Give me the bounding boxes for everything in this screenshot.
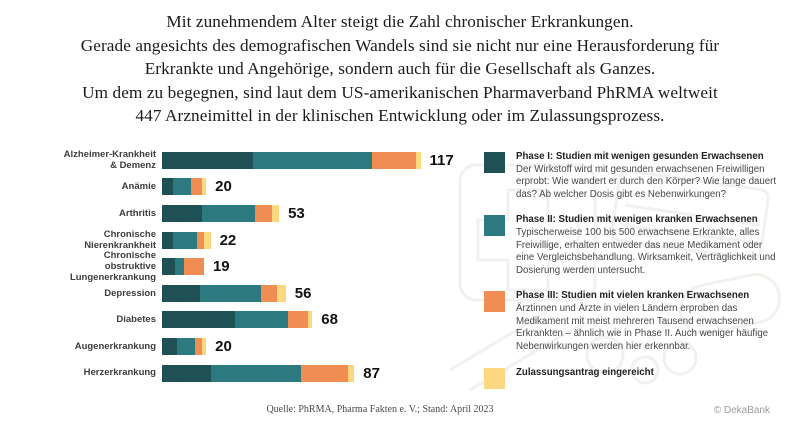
bar-segment-phase-2: [235, 311, 288, 328]
bar-segment-phase-1: [162, 152, 253, 169]
legend-description: Der Wirkstoff wird mit gesunden erwachsenen Freiwilligen erprobt: Wie wandert er durch den Körper? Wie lange dauert das? Ab welcher Dosis gibt es Nebenwirkungen?: [516, 163, 777, 200]
category-label: Arthritis: [119, 207, 156, 219]
stacked-bar: [162, 311, 312, 328]
bar-segment-phase-1: [162, 311, 235, 328]
value-label: 56: [294, 284, 312, 302]
stacked-bar: [162, 365, 354, 382]
bar-segment-phase-1: [162, 258, 175, 275]
category-label: Chronische Nierenkrankheit: [84, 228, 156, 252]
chart-row: [55, 174, 495, 201]
chart-row: [55, 249, 495, 284]
bar-segment-phase-1: [162, 365, 211, 382]
legend-text: [516, 367, 654, 389]
legend-title: Phase III: Studien mit vielen kranken Erwachsenen: [516, 290, 750, 302]
bar-segment-zulassung: [202, 178, 206, 195]
stacked-bar: [162, 338, 206, 355]
stacked-bar: [162, 152, 421, 169]
bar-segment-zulassung: [348, 365, 355, 382]
chart-row: [55, 147, 495, 174]
bar-segment-zulassung: [277, 285, 286, 302]
legend-item-phase-3: [484, 290, 780, 353]
legend-title: Phase I: Studien mit wenigen gesunden Erwachsenen: [516, 151, 764, 162]
bar-segment-phase-3: [184, 258, 204, 275]
source-note: Quelle: PhRMA, Pharma Fakten e. V.; Stand: April 2023: [266, 404, 494, 415]
bar-segment-phase-2: [175, 258, 184, 275]
bar-segment-phase-3: [288, 311, 308, 328]
bar-segment-phase-1: [162, 205, 202, 222]
stacked-bar-chart: [55, 147, 495, 386]
legend-text: [516, 151, 780, 201]
bar-segment-phase-3: [195, 338, 202, 355]
legend-text: [516, 290, 780, 353]
bar-segment-phase-1: [162, 338, 177, 355]
value-label: 53: [288, 204, 305, 222]
chart-row: [55, 307, 495, 334]
value-label: 19: [212, 258, 230, 276]
bar-segment-zulassung: [308, 311, 312, 328]
category-label: Alzheimer-Krankheit & Demenz: [63, 149, 156, 172]
stacked-bar: [162, 205, 279, 222]
value-label: 87: [363, 364, 380, 382]
category-label: Augenerkrankung: [74, 340, 156, 352]
title-line-2: Gerade angesichts des demografischen Wandels sind sie nicht nur eine Herausforderung für: [80, 35, 720, 55]
bar-segment-phase-3: [301, 365, 347, 382]
legend-title: Zulassungsantrag eingereicht: [516, 366, 654, 378]
bar-segment-phase-2: [202, 205, 255, 222]
stacked-bar: [162, 258, 204, 275]
title-line-3: Erkrankte und Angehörige, sondern auch für die Gesellschaft als Ganzes.: [144, 59, 656, 79]
bar-segment-phase-3: [255, 205, 273, 222]
bar-segment-zulassung: [204, 232, 211, 249]
chart-row: [55, 360, 495, 387]
legend-swatch-phase-3: [484, 291, 505, 312]
legend-text: [516, 214, 780, 277]
chart-row: [55, 280, 495, 307]
bar-segment-phase-2: [173, 178, 191, 195]
value-label: 117: [429, 151, 454, 169]
bar-segment-zulassung: [416, 152, 420, 169]
value-label: 68: [321, 311, 338, 329]
stacked-bar: [162, 178, 206, 195]
title-line-5: 447 Arzneimittel in der klinischen Entwicklung oder im Zulassungsprozess.: [135, 106, 665, 126]
bar-segment-phase-3: [191, 178, 202, 195]
bar-segment-phase-3: [197, 232, 204, 249]
legend-description: Typischerweise 100 bis 500 erwachsene Erkrankte, alles Freiwillige, erhalten entweder das neue Medikament oder eine Vergleichsbehandlung. Wirksamkeit, Verträglichkeit und Dosierung werden untersucht.: [516, 227, 776, 276]
legend-swatch-phase-2: [484, 215, 505, 236]
bar-segment-phase-2: [211, 365, 302, 382]
bar-segment-phase-3: [261, 285, 276, 302]
legend-item-zulassung: [484, 367, 780, 389]
legend-description: Ärztinnen und Ärzte in vielen Ländern erproben das Medikament mit meist mehreren Tausend erwachsenen Erkrankten – ähnlich wie in Phase II. Auch weniger häufige Nebenwirkungen werden hier erkennbar.: [516, 303, 769, 352]
value-label: 20: [215, 178, 232, 196]
bar-segment-zulassung: [202, 338, 206, 355]
chart-row: [55, 333, 495, 360]
bar-segment-phase-2: [200, 285, 262, 302]
bar-segment-phase-2: [253, 152, 372, 169]
value-label: 22: [219, 231, 237, 249]
legend-item-phase-2: [484, 214, 780, 277]
chart-legend: [484, 151, 780, 402]
legend-swatch-phase-1: [484, 152, 505, 173]
bar-segment-phase-1: [162, 232, 173, 249]
value-label: 20: [215, 337, 232, 355]
copyright-credit: © DekaBank: [713, 405, 770, 416]
category-label: Herzerkrankung: [83, 367, 156, 379]
category-label: Diabetes: [116, 314, 156, 326]
bar-segment-phase-1: [162, 285, 200, 302]
bar-segment-phase-3: [372, 152, 416, 169]
category-label: Chronische obstruktive Lungenerkrankung: [69, 249, 156, 284]
bar-segment-phase-2: [177, 338, 195, 355]
stacked-bar: [162, 232, 211, 249]
bar-segment-phase-2: [173, 232, 197, 249]
page-title: [0, 10, 800, 128]
category-label: Anämie: [121, 181, 156, 193]
bar-segment-zulassung: [272, 205, 279, 222]
legend-swatch-zulassung: [484, 368, 505, 389]
bar-segment-phase-1: [162, 178, 173, 195]
legend-item-phase-1: [484, 151, 780, 201]
title-line-1: Mit zunehmendem Alter steigt die Zahl chronischer Erkrankungen.: [166, 12, 634, 31]
chart-row: [55, 200, 495, 227]
title-line-4: Um dem zu begegnen, sind laut dem US-amerikanischen Pharmaverband PhRMA weltweit: [82, 82, 718, 102]
legend-title: Phase II: Studien mit wenigen kranken Erwachsenen: [516, 214, 758, 226]
category-label: Depression: [104, 287, 156, 299]
stacked-bar: [162, 285, 286, 302]
